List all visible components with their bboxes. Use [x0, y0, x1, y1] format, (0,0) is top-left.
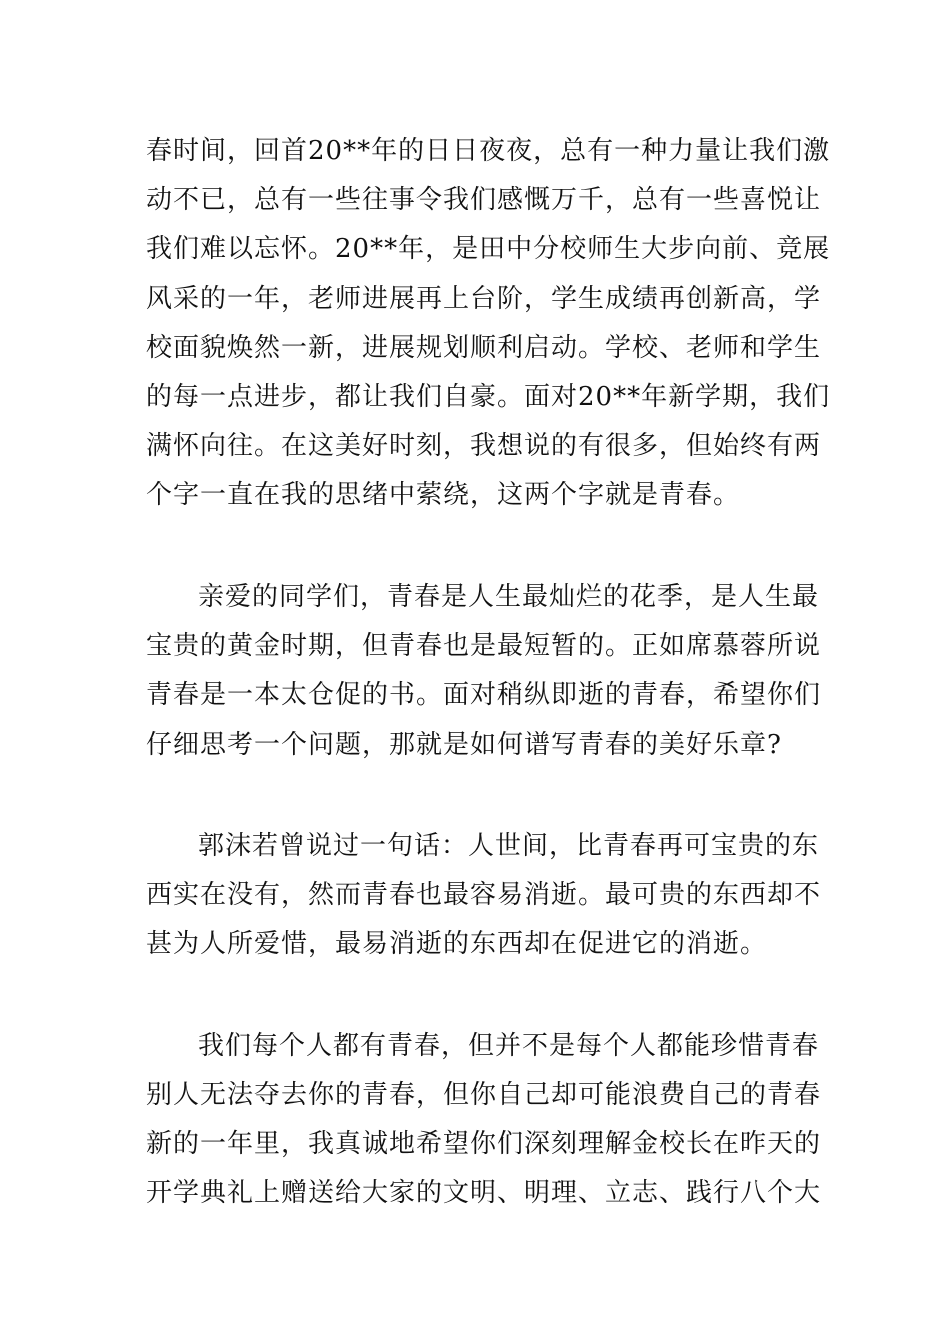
text-line: 青春是一本太仓促的书。面对稍纵即逝的青春，希望你们 — [146, 680, 822, 710]
text-line: 甚为人所爱惜，最易消逝的东西却在促进它的消逝。 — [146, 929, 768, 959]
text-line: 的每一点进步，都让我们自豪。面对20**年新学期，我们 — [146, 382, 831, 412]
text-line: 我们每个人都有青春，但并不是每个人都能珍惜青春 — [198, 1031, 820, 1061]
text-line: 宝贵的黄金时期，但青春也是最短暂的。正如席慕蓉所说 — [146, 631, 822, 661]
text-line: 郭沫若曾说过一句话：人世间，比青春再可宝贵的东 — [198, 831, 820, 861]
text-line: 我们难以忘怀。20**年，是田中分校师生大步向前、竞展 — [146, 234, 831, 264]
text-line: 校面貌焕然一新，进展规划顺利启动。学校、老师和学生 — [146, 333, 822, 363]
text-line: 满怀向往。在这美好时刻，我想说的有很多，但始终有两 — [146, 431, 822, 461]
text-line: 仔细思考一个问题，那就是如何谱写青春的美好乐章? — [146, 730, 782, 760]
text-line: 西实在没有，然而青春也最容易消逝。最可贵的东西却不 — [146, 880, 822, 910]
text-line: 风采的一年，老师进展再上台阶，学生成绩再创新高，学 — [146, 284, 822, 314]
text-line: 开学典礼上赠送给大家的文明、明理、立志、践行八个大 — [146, 1178, 822, 1208]
text-line: 春时间，回首20**年的日日夜夜，总有一种力量让我们激 — [146, 136, 831, 166]
text-line: 动不已，总有一些往事令我们感慨万千，总有一些喜悦让 — [146, 185, 822, 215]
text-line: 亲爱的同学们，青春是人生最灿烂的花季，是人生最 — [198, 582, 820, 612]
text-line: 新的一年里，我真诚地希望你们深刻理解金校长在昨天的 — [146, 1129, 822, 1159]
text-line: 个字一直在我的思绪中萦绕，这两个字就是青春。 — [146, 480, 741, 510]
text-line: 别人无法夺去你的青春，但你自己却可能浪费自己的青春 — [146, 1080, 822, 1110]
